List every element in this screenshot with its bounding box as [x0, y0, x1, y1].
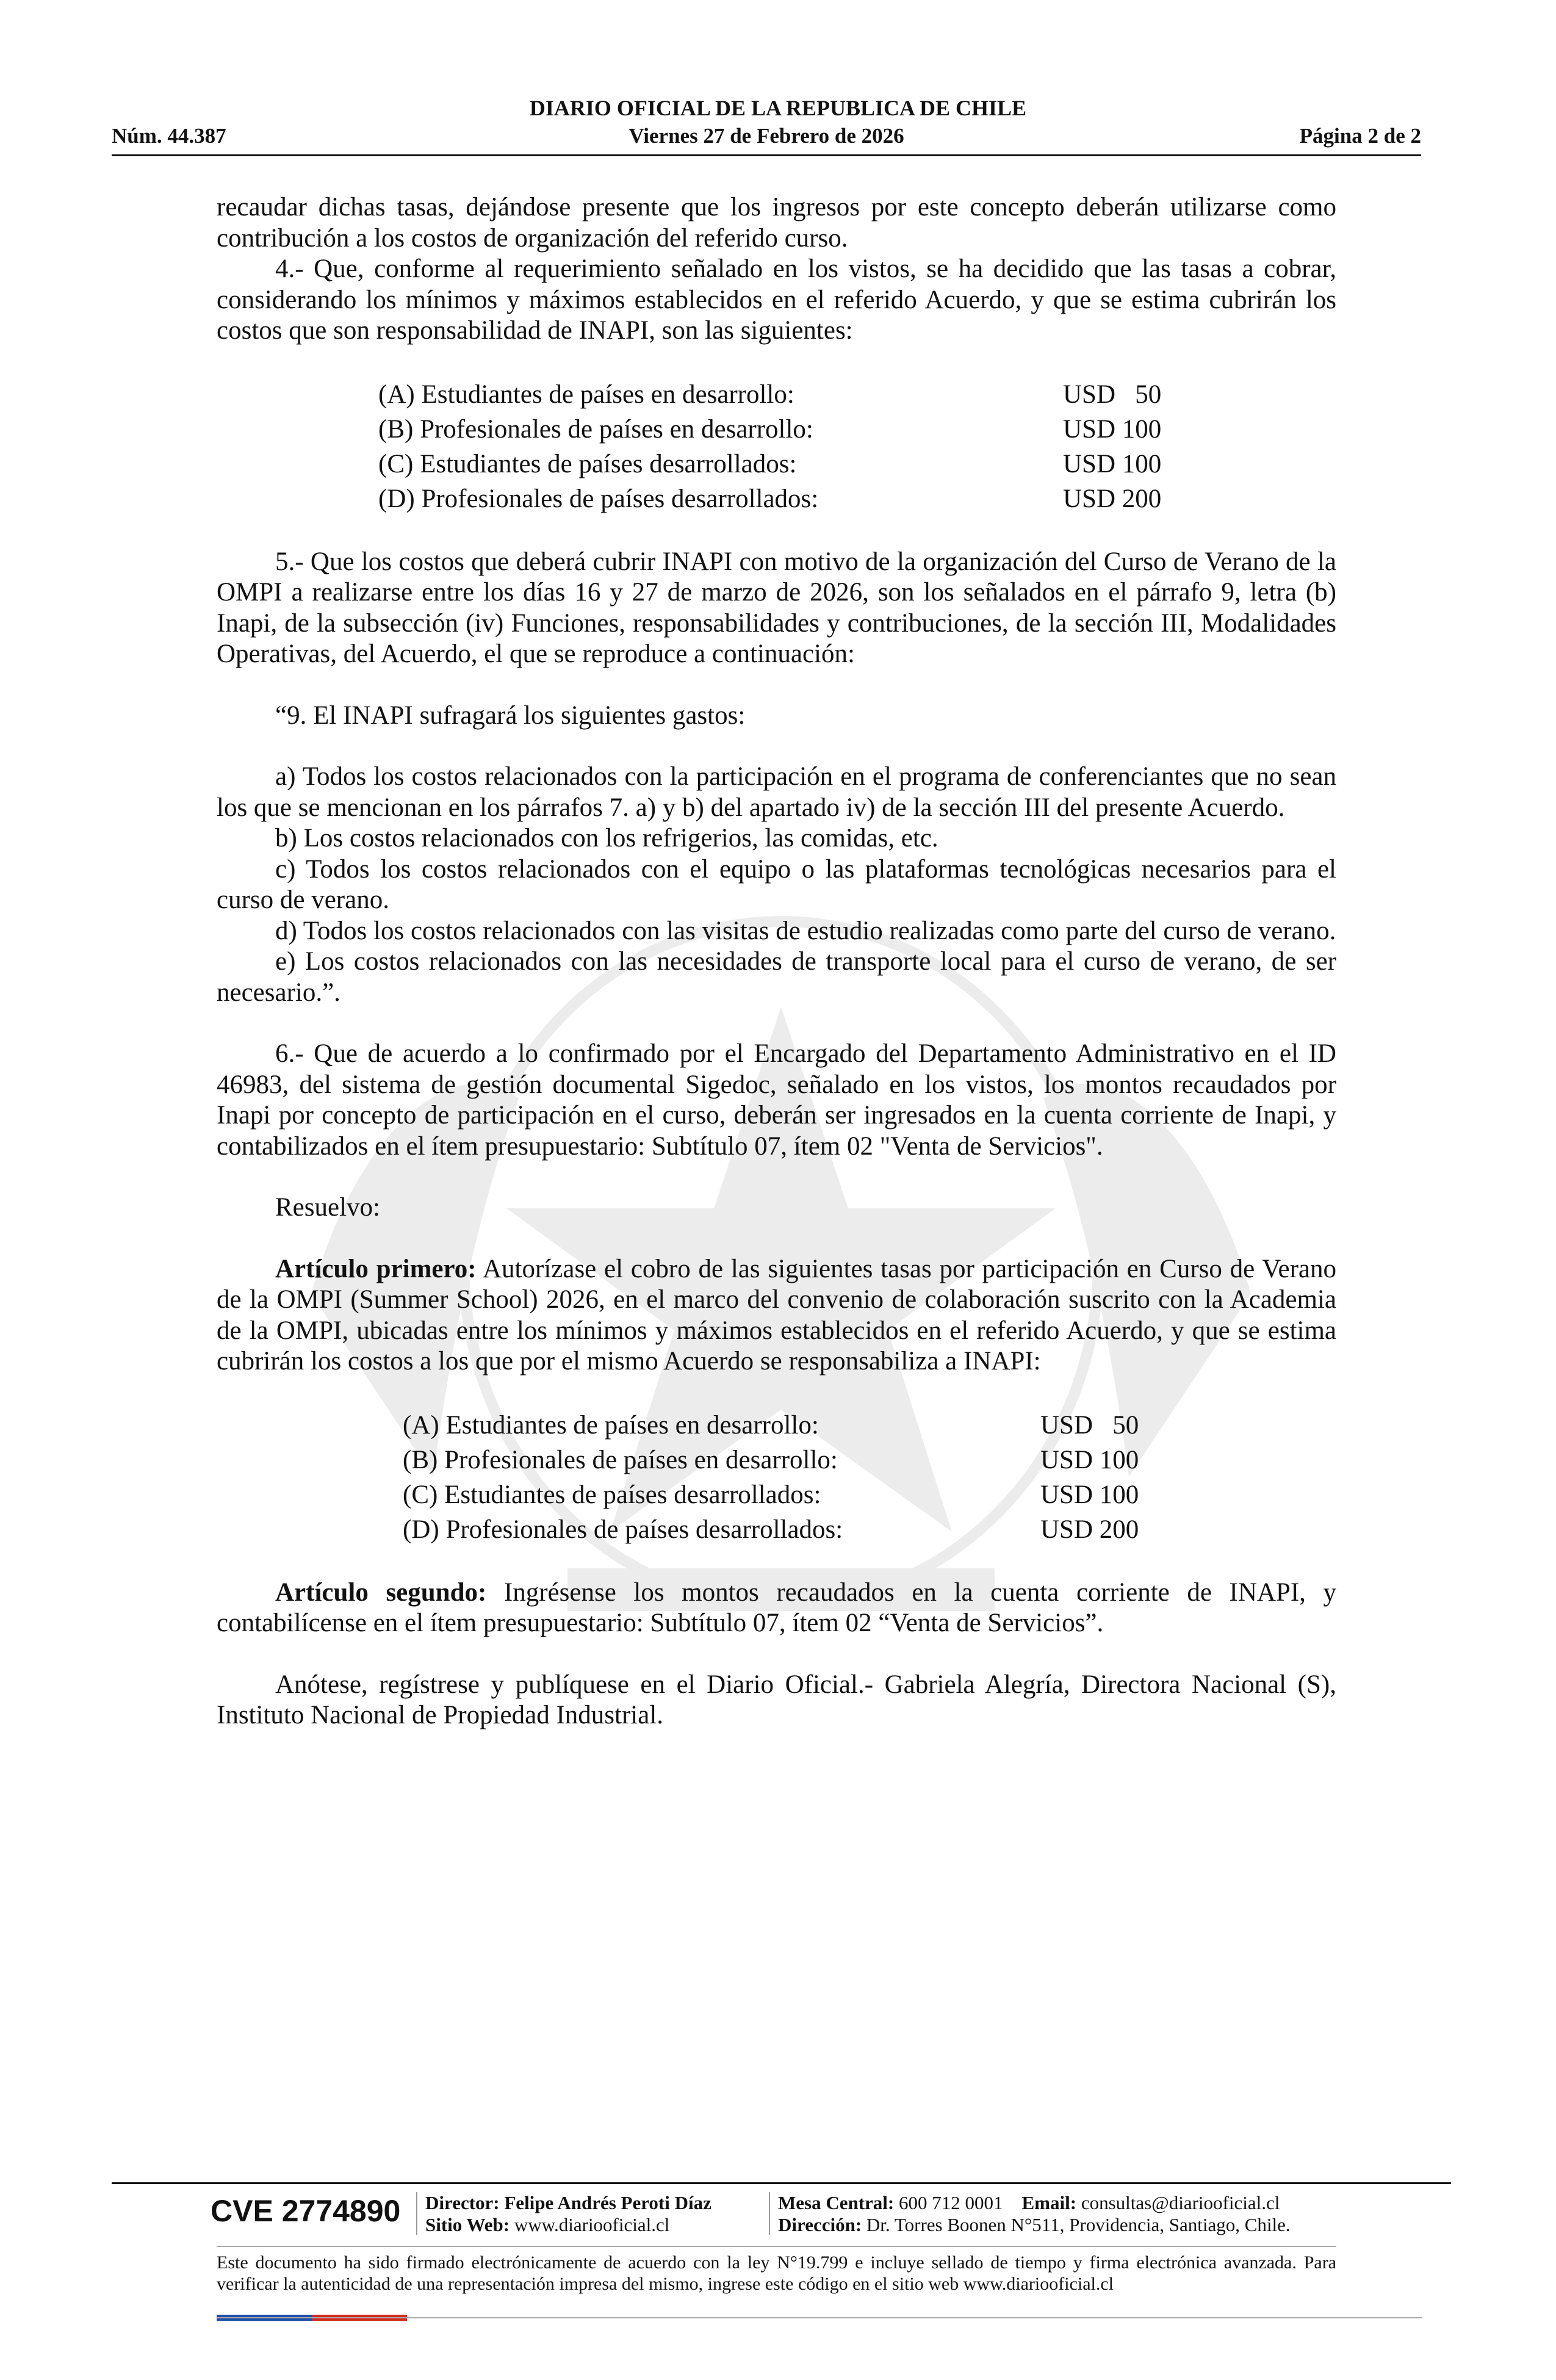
contact-line [778, 2192, 1291, 2214]
fee-label: (B) Profesionales de países en desarrollo: [403, 1445, 838, 1474]
fee-row [378, 412, 1336, 447]
intro-paragraph: recaudar dichas tasas, dejándose presente que los ingresos por este concepto deberán utilizarse como contribución a los costos de organización del referido curso. [217, 193, 1336, 253]
fee-amount: USD 100 [1063, 449, 1162, 478]
article-second [217, 1578, 1336, 1639]
fee-amount: USD 100 [1040, 1480, 1139, 1509]
director-label: Director: [425, 2192, 500, 2213]
paragraph-5: 5.- Que los costos que deberá cubrir INAPI con motivo de la organización del Curso de Verano de la OMPI a realizarse entre los días 16 y 27 de marzo de 2026, son los señalados en el párrafo 9, letra (b) Inapi, de la subsección (iv) Funciones, responsabilidades y contribuciones, de la sección III, Modalidades Operativas, del Acuerdo, el que se reproduce a continuación: [217, 547, 1336, 668]
fee-label: (A) Estudiantes de países en desarrollo: [403, 1410, 819, 1440]
fee-label: (A) Estudiantes de países en desarrollo: [378, 380, 794, 409]
header-divider [112, 154, 1421, 156]
fees-table-2 [217, 1408, 1336, 1547]
issue-date: Viernes 27 de Febrero de 2026 [629, 124, 904, 148]
director-name: Felipe Andrés Peroti Díaz [499, 2192, 711, 2213]
document-body [217, 192, 1336, 1731]
list-item: e) Los costos relacionados con las necesidades de transporte local para el curso de verano, de ser necesario.”. [217, 947, 1336, 1007]
footer-director-block [425, 2192, 711, 2236]
legal-notice: Este documento ha sido firmado electrónicamente de acuerdo con la ley N°19.799 e incluye sellado de tiempo y firma electrónica avanzada. Para verificar la autenticidad de una representación impresa del mismo, ingrese este código en el sitio web www.diariooficial.cl [217, 2252, 1336, 2294]
cve-code: CVE 2774890 [211, 2194, 401, 2228]
page-indicator: Página 2 de 2 [1299, 124, 1421, 148]
list-item: a) Todos los costos relacionados con la participación en el programa de conferenciantes que no sean los que se mencionan en los párrafos 7. a) y b) del apartado iv) de la sección III del presente Acuerdo. [217, 762, 1336, 822]
address-line [778, 2214, 1291, 2236]
address-label: Dirección: [778, 2214, 862, 2235]
footer-inner-divider [217, 2246, 1336, 2247]
footer-bottom-divider [217, 2317, 1422, 2318]
fee-row [378, 447, 1336, 481]
site-link[interactable]: www.diariooficial.cl [510, 2214, 670, 2235]
article-second-label: Artículo segundo: [275, 1578, 487, 1607]
paragraph-4: 4.- Que, conforme al requerimiento señalado en los vistos, se ha decidido que las tasas a cobrar, considerando los mínimos y máximos establecidos en el referido Acuerdo, y que se estima cubrirán los costos que son responsabilidad de INAPI, son las siguientes: [217, 254, 1336, 345]
article-first-text: Autorízase el cobro de las siguientes tasas por participación en Curso de Verano de la OMPI (Summer School) 2026, en el marco del convenio de colaboración suscrito con la Academia de la OMPI, ubicadas entre los mínimos y máximos establecidos en el referido Acuerdo, y que se estima cubrirán los costos a los que por el mismo Acuerdo se responsabiliza a INAPI: [217, 1254, 1336, 1376]
fee-amount: USD 200 [1040, 1515, 1139, 1544]
fee-label: (B) Profesionales de países en desarrollo: [378, 414, 813, 444]
article-first-label: Artículo primero: [275, 1254, 477, 1283]
fee-row [378, 377, 1336, 412]
list-item: b) Los costos relacionados con los refrigerios, las comidas, etc. [275, 824, 938, 853]
email-label: Email: [1021, 2192, 1077, 2213]
fee-label: (C) Estudiantes de países desarrollados: [378, 449, 797, 478]
list-item: d) Todos los costos relacionados con las visitas de estudio realizadas como parte del curso de verano. [275, 916, 1336, 945]
fee-label: (D) Profesionales de países desarrollados: [403, 1515, 843, 1544]
site-label: Sitio Web: [425, 2214, 510, 2235]
list-item: c) Todos los costos relacionados con el equipo o las plataformas tecnológicas necesarios para el curso de verano. [217, 854, 1336, 914]
fee-label: (C) Estudiantes de países desarrollados: [403, 1480, 821, 1509]
fees-table-1 [217, 377, 1336, 516]
footer-separator [416, 2192, 417, 2235]
resuelvo-heading: Resuelvo: [275, 1193, 380, 1222]
fee-amount: USD 100 [1040, 1445, 1139, 1474]
fee-row [403, 1477, 1336, 1512]
quote-heading: “9. El INAPI sufragará los siguientes gastos: [275, 701, 746, 730]
fee-row [403, 1512, 1336, 1547]
director-line [425, 2192, 711, 2214]
fee-amount: USD 50 [1040, 1410, 1139, 1440]
newspaper-title: DIARIO OFICIAL DE LA REPUBLICA DE CHILE [529, 96, 1027, 120]
email-link[interactable]: consultas@diariooficial.cl [1076, 2192, 1280, 2213]
mesa-phone: 600 712 0001 [894, 2192, 1003, 2213]
fee-row [403, 1408, 1336, 1443]
article-second-text: Ingrésense los montos recaudados en la cuenta corriente de INAPI, y contabilícense en el ítem presupuestario: Subtítulo 07, ítem 02 “Venta de Servicios”. [217, 1578, 1337, 1637]
issue-number: Núm. 44.387 [112, 124, 226, 148]
mesa-label: Mesa Central: [778, 2192, 895, 2213]
article-first [217, 1254, 1336, 1377]
footer-contact-block [778, 2192, 1291, 2236]
footer-divider [112, 2182, 1451, 2184]
address-text: Dr. Torres Boonen N°511, Providencia, Santiago, Chile. [862, 2214, 1291, 2235]
fee-row [403, 1443, 1336, 1477]
footer-separator [769, 2192, 770, 2235]
site-line [425, 2214, 711, 2236]
closing-paragraph: Anótese, regístrese y publíquese en el Diario Oficial.- Gabriela Alegría, Directora Nacional (S), Instituto Nacional de Propiedad Industrial. [217, 1670, 1336, 1729]
paragraph-6: 6.- Que de acuerdo a lo confirmado por el Encargado del Departamento Administrativo en el ID 46983, del sistema de gestión documental Sigedoc, señalado en los vistos, los montos recaudados por Inapi por concepto de participación en el curso, deberán ser ingresados en la cuenta corriente de Inapi, y contabilizados en el ítem presupuestario: Subtítulo 07, ítem 02 "Venta de Servicios". [217, 1039, 1336, 1161]
fee-amount: USD 100 [1063, 414, 1162, 444]
fee-amount: USD 200 [1063, 484, 1162, 513]
fee-label: (D) Profesionales de países desarrollados: [378, 484, 819, 513]
header-row [112, 122, 1421, 150]
fee-row [378, 481, 1336, 516]
fee-amount: USD 50 [1063, 380, 1162, 409]
